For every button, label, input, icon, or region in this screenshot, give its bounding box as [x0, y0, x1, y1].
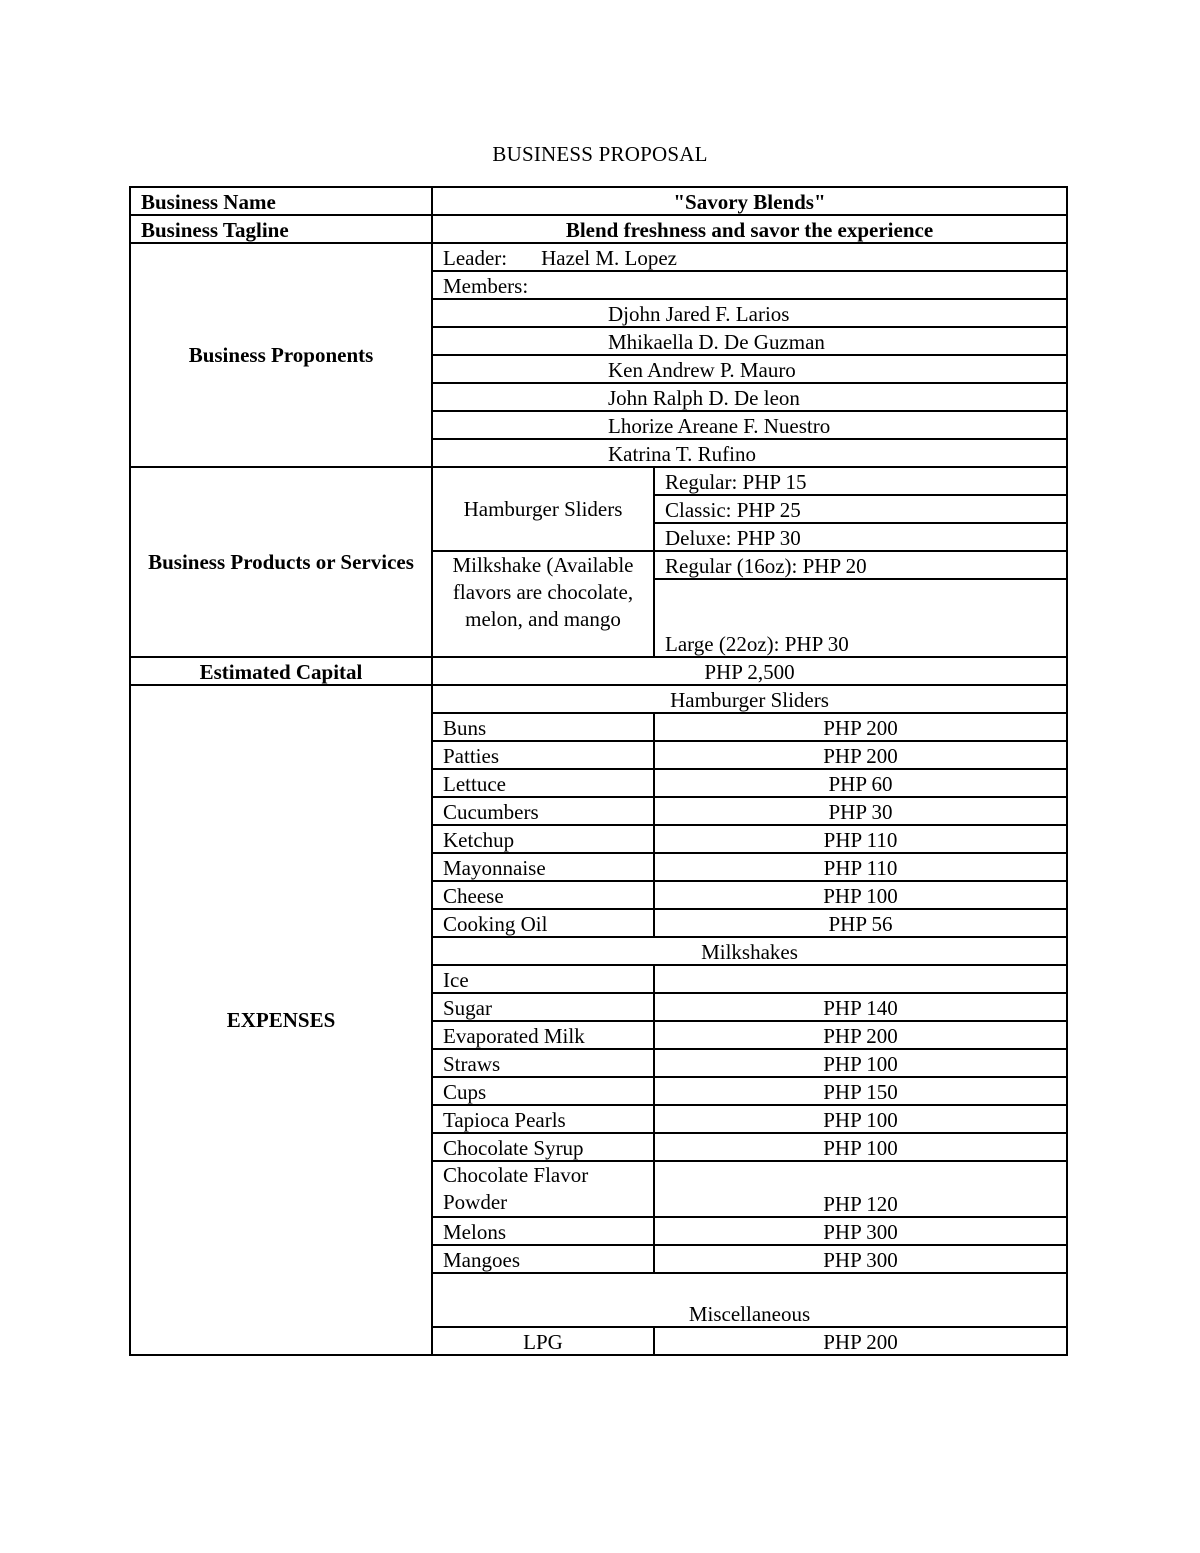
expense-cost: PHP 300	[654, 1217, 1067, 1245]
products-label: Business Products or Services	[130, 467, 432, 657]
expense-item: Patties	[432, 741, 654, 769]
expense-cost	[654, 965, 1067, 993]
expense-cost: PHP 200	[654, 1327, 1067, 1355]
expense-cost: PHP 110	[654, 825, 1067, 853]
business-name-row	[130, 187, 1067, 215]
member-name: John Ralph D. De leon	[432, 383, 1067, 411]
expense-cost: PHP 60	[654, 769, 1067, 797]
document-title: BUSINESS PROPOSAL	[492, 142, 708, 166]
expense-item: Sugar	[432, 993, 654, 1021]
expense-cost: PHP 100	[654, 1049, 1067, 1077]
hamburger-price: Regular: PHP 15	[654, 467, 1067, 495]
expense-item: Cups	[432, 1077, 654, 1105]
member-name: Djohn Jared F. Larios	[432, 299, 1067, 327]
expense-cost: PHP 56	[654, 909, 1067, 937]
hamburger-product-name: Hamburger Sliders	[432, 467, 654, 551]
leader-row	[130, 243, 1067, 271]
expense-item: Mangoes	[432, 1245, 654, 1273]
expense-header-row	[130, 685, 1067, 713]
proponents-label: Business Proponents	[130, 243, 432, 467]
expense-item: Lettuce	[432, 769, 654, 797]
expense-cost: PHP 200	[654, 713, 1067, 741]
product-row	[130, 467, 1067, 495]
expense-item: Ice	[432, 965, 654, 993]
expense-item: Chocolate Flavor Powder	[432, 1161, 654, 1217]
expense-item: Cheese	[432, 881, 654, 909]
milkshake-expense-header: Milkshakes	[432, 937, 1067, 965]
milkshake-price: Large (22oz): PHP 30	[654, 579, 1067, 657]
expense-item: Evaporated Milk	[432, 1021, 654, 1049]
hamburger-price: Deluxe: PHP 30	[654, 523, 1067, 551]
expense-cost: PHP 30	[654, 797, 1067, 825]
proposal-table	[129, 186, 1068, 1356]
expense-item: Tapioca Pearls	[432, 1105, 654, 1133]
expense-cost: PHP 100	[654, 881, 1067, 909]
expense-cost: PHP 140	[654, 993, 1067, 1021]
hamburger-price: Classic: PHP 25	[654, 495, 1067, 523]
capital-row	[130, 657, 1067, 685]
expense-cost: PHP 300	[654, 1245, 1067, 1273]
expense-cost: PHP 150	[654, 1077, 1067, 1105]
expense-item: Chocolate Syrup	[432, 1133, 654, 1161]
capital-label: Estimated Capital	[130, 657, 432, 685]
expense-cost: PHP 100	[654, 1105, 1067, 1133]
business-name-label: Business Name	[130, 187, 432, 215]
business-name-value: "Savory Blends"	[432, 187, 1067, 215]
hamburger-expense-header: Hamburger Sliders	[432, 685, 1067, 713]
capital-value: PHP 2,500	[432, 657, 1067, 685]
member-name: Lhorize Areane F. Nuestro	[432, 411, 1067, 439]
expense-item: Cooking Oil	[432, 909, 654, 937]
expense-item: Buns	[432, 713, 654, 741]
member-name: Katrina T. Rufino	[432, 439, 1067, 467]
expense-cost: PHP 120	[654, 1161, 1067, 1217]
expense-item: Melons	[432, 1217, 654, 1245]
expense-cost: PHP 200	[654, 1021, 1067, 1049]
tagline-value: Blend freshness and savor the experience	[432, 215, 1067, 243]
expense-item: Cucumbers	[432, 797, 654, 825]
expense-cost: PHP 100	[654, 1133, 1067, 1161]
expense-cost: PHP 110	[654, 853, 1067, 881]
leader-name: Hazel M. Lopez	[541, 246, 677, 270]
member-name: Mhikaella D. De Guzman	[432, 327, 1067, 355]
milkshake-price: Regular (16oz): PHP 20	[654, 551, 1067, 579]
leader-cell	[432, 243, 1067, 271]
members-label: Members:	[432, 271, 1067, 299]
expense-cost: PHP 200	[654, 741, 1067, 769]
expenses-label: EXPENSES	[130, 685, 432, 1355]
expense-item: LPG	[432, 1327, 654, 1355]
member-name: Ken Andrew P. Mauro	[432, 355, 1067, 383]
milkshake-product-name: Milkshake (Available flavors are chocolate, melon, and mango	[432, 551, 654, 657]
leader-label: Leader:	[443, 246, 508, 270]
tagline-label: Business Tagline	[130, 215, 432, 243]
expense-item: Straws	[432, 1049, 654, 1077]
misc-expense-header: Miscellaneous	[432, 1273, 1067, 1327]
expense-item: Ketchup	[432, 825, 654, 853]
tagline-row	[130, 215, 1067, 243]
expense-item: Mayonnaise	[432, 853, 654, 881]
